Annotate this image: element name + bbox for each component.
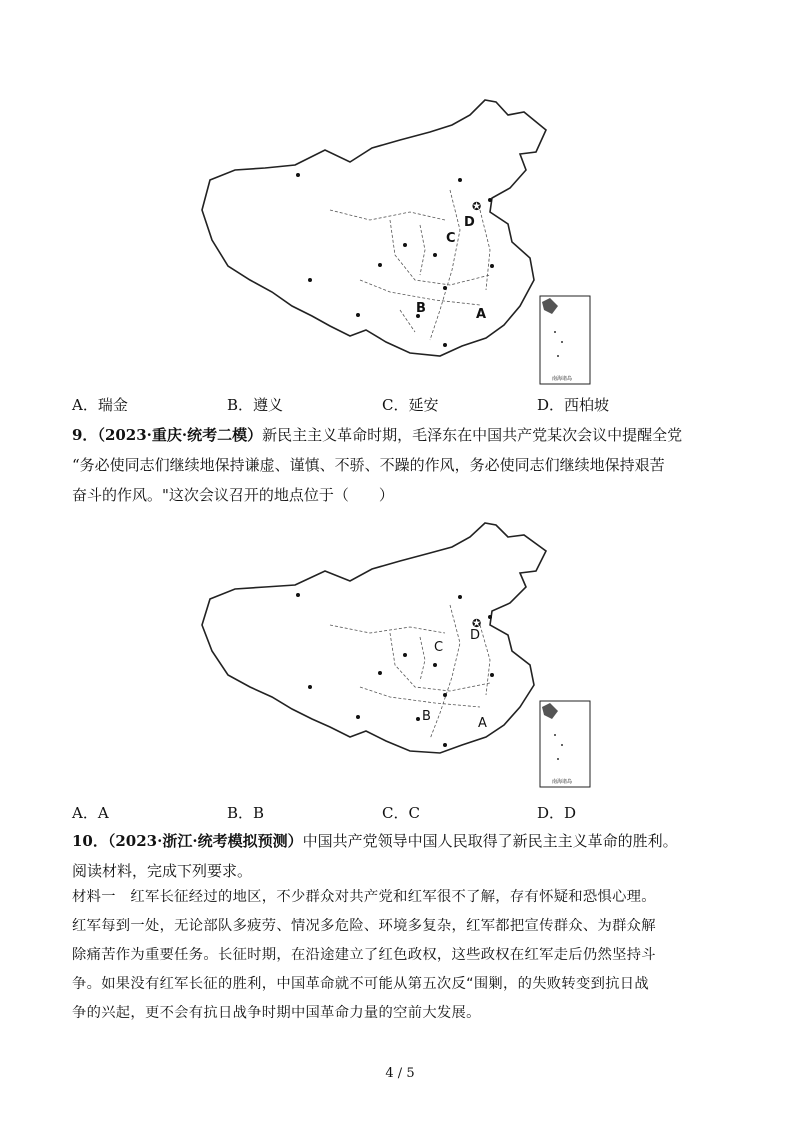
q9-number: 9． [72,426,98,444]
q8-option-c[interactable]: C．延安 [382,396,439,414]
question9-options [72,802,732,823]
map2-label-c: C [434,640,444,655]
china-outline [202,100,546,356]
map2-inset-caption: 南海诸岛 [552,779,573,785]
q9-option-a[interactable]: A．A [72,804,109,822]
q8-option-d[interactable]: D．西柏坡 [537,396,610,414]
map1-label-b: B [416,301,426,316]
q9-option-b[interactable]: B．B [227,804,265,822]
material-line-2: 红军每到一处，无论部队多疲劳、情况多危险、环境多复杂，红军都把宣传群众、为群众解 [72,918,656,934]
question10 [72,826,732,886]
china-map-1-svg [190,70,610,390]
q10-text-1: 中国共产党领导中国人民取得了新民主主义革命的胜利。 [302,832,678,850]
svg-text:✪: ✪ [472,617,482,630]
q9-source: （2023·重庆·统考二模） [97,426,263,444]
map1-label-d: D [464,215,475,230]
q9-option-d[interactable]: D．D [537,804,577,822]
q8-option-b[interactable]: B．遵义 [227,396,284,414]
material-line-1: 材料一 红军长征经过的地区，不少群众对共产党和红军很不了解，存有怀疑和恐惧心理。 [72,889,656,905]
map1-label-c: C [446,231,456,246]
page-number: 4 / 5 [385,1066,415,1081]
q10-number: 10． [72,832,108,850]
map2-label-b: B [422,709,431,724]
q8-option-a[interactable]: A．瑞金 [72,396,128,414]
map1-label-a: A [476,307,487,322]
svg-text:✪: ✪ [472,200,482,213]
q9-text-2: “务必使同志们继续地保持谦虚、谨慎、不骄、不躁的作风，务必使同志们继续地保持艰苦 [72,456,665,474]
q10-text-2: 阅读材料，完成下列要求。 [72,862,253,880]
question8-options [72,394,732,415]
material-line-3: 除痛苦作为重要任务。长征时期，在沿途建立了红色政权，这些政权在红军走后仍然坚持斗 [72,947,656,963]
china-outline-2 [202,523,546,753]
q10-source: （2023·浙江·统考模拟预测） [107,832,303,850]
map1-inset-caption: 南海诸岛 [552,376,573,382]
china-map-2 [190,505,610,790]
map2-label-d: D [470,628,481,643]
q9-option-c[interactable]: C．C [382,804,420,822]
map2-label-a: A [478,716,487,731]
q9-text-1: 新民主主义革命时期，毛泽东在中国共产党某次会议中提醒全党 [262,426,683,444]
china-map-1 [190,70,610,390]
china-map-2-svg [190,505,610,790]
question9 [72,420,732,510]
material-one [72,883,732,1028]
material-line-4: 争。如果没有红军长征的胜利，中国革命就不可能从第五次反“围剿，的失败转变到抗日战 [72,976,649,992]
q9-text-3: 奋斗的作风。"这次会议召开的地点位于（ ） [72,486,394,504]
material-line-5: 争的兴起，更不会有抗日战争时期中国革命力量的空前大发展。 [72,1005,481,1021]
